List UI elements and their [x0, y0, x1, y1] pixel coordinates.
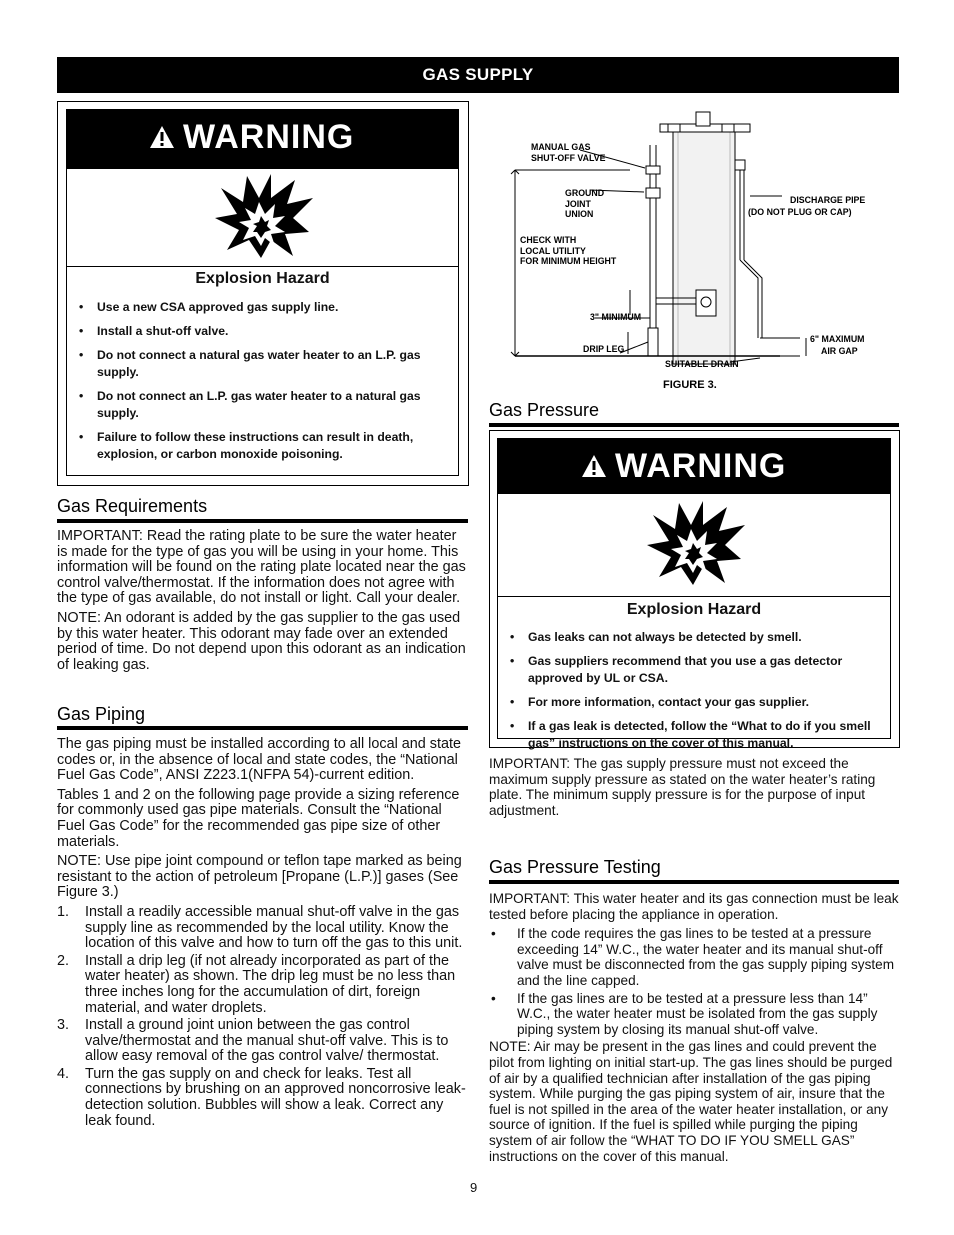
warning-box-outer [57, 101, 469, 486]
paragraph: NOTE: Air may be present in the gas lines and could prevent the pilot from lighting on initial start-up. The gas lines should be purged of air by a qualified technician after installation of the gas piping system. While purging the gas piping system of air, insure that the fuel is not spilled in the area of the water heater installation, or any source of ignition. If the fuel is spilled while purging the piping system of air follow the “WHAT TO DO IF YOU SMELL GAS” instructions on the cover of this manual. [489, 1039, 893, 1164]
list-item: • If the gas lines are to be tested at a pressure less than 14” W.C., the water heater must be isolated from the gas supply piping system by closing its manual shut-off valve. [489, 991, 901, 1038]
paragraph: IMPORTANT: The gas supply pressure must not exceed the maximum supply pressure as stated on the water heater’s rating plate. The minimum supply pressure is for the purpose of input adjustment. [489, 756, 876, 818]
warning-box [66, 109, 459, 476]
bullet-list [489, 926, 901, 1037]
warning-divider [67, 266, 458, 267]
label-air-gap: AIR GAP [821, 346, 858, 356]
warning-subheading: Explosion Hazard [626, 601, 762, 618]
paragraph: IMPORTANT: Read the rating plate to be sure the water heater is made for the type of gas you will be using in your home. This information will be found on the rating plate located near the gas control valve/thermostat. If the information does not agree with the type of gas available, do not install or light. Call your dealer. [57, 528, 466, 607]
warning-subheading: Explosion Hazard [195, 270, 330, 287]
list-item: • Gas leaks can not always be detected by smell. [508, 629, 882, 646]
figure-caption: FIGURE 3. [663, 379, 717, 391]
warning-heading: WARNING [183, 118, 355, 157]
step-number: 3. [57, 1017, 70, 1034]
list-item: • Do not connect an L.P. gas water heater to a natural gas supply. [77, 388, 450, 422]
list-item: • Gas suppliers recommend that you use a gas detector approved by UL or CSA. [508, 653, 882, 687]
list-item: • Failure to follow these instructions can result in death, explosion, or carbon monoxide poisoning. [77, 429, 450, 463]
list-item [57, 954, 469, 1016]
gas-requirements-body [57, 529, 469, 677]
list-item [57, 1018, 469, 1065]
list-item: • Install a shut-off valve. [77, 323, 450, 340]
section-rule [57, 519, 468, 523]
warning-list [77, 299, 450, 470]
warning-box [497, 438, 891, 750]
warning-header [498, 439, 890, 494]
step-text: Install a readily accessible manual shut-off valve in the gas supply line as recommended by the local utility. Know the location of this valve and how to turn off the gas to this unit. [85, 903, 463, 952]
paragraph: IMPORTANT: This water heater and its gas connection must be leak tested before placing the appliance in operation. [489, 891, 899, 922]
gas-piping-title: Gas Piping [57, 704, 146, 724]
step-number: 4. [57, 1065, 70, 1082]
section-rule [489, 880, 899, 884]
list-item [57, 905, 469, 952]
warning-triangle-icon [581, 454, 607, 478]
list-item: • Do not connect a natural gas water heater to an L.P. gas supply. [77, 347, 450, 381]
paragraph: NOTE: An odorant is added by the gas supplier to the gas used by this water heater. This odorant may fade over an extended period of time. Do not depend upon this odorant as an indication of leaking gas. [57, 609, 466, 673]
figure-3-diagram [510, 110, 890, 375]
warning-divider [498, 596, 890, 597]
gas-pressure-testing-body [489, 891, 901, 1168]
page-number: 9 [470, 1180, 478, 1195]
paragraph: NOTE: Use pipe joint compound or teflon tape marked as being resistant to the action of petroleum [Propane (L.P.)] gases (See Figure 3.) [57, 853, 462, 901]
warning-heading: WARNING [615, 447, 787, 486]
label-suitable-drain: SUITABLE DRAIN [665, 359, 739, 369]
gas-pressure-title: Gas Pressure [489, 400, 600, 420]
label-manual-gas: MANUAL GAS SHUT-OFF VALVE [531, 142, 606, 163]
paragraph: The gas piping must be installed according to all local and state codes or, in the absence of local and state codes, the “National Fuel Gas Code”, ANSI Z223.1(NFPA 54)-current edition. [57, 736, 461, 784]
step-text: Turn the gas supply on and check for leaks. Test all connections by brushing on an approved noncorrosive leak-detection solution. Bubbles will show a leak. Correct any leak found. [85, 1065, 466, 1129]
label-ground-joint-union: GROUND JOINT UNION [565, 188, 605, 219]
warning-box-outer [489, 430, 900, 748]
list-item [57, 1067, 469, 1129]
steps-list [57, 905, 469, 1129]
section-banner: GAS SUPPLY [57, 57, 899, 93]
warning-triangle-icon [149, 125, 175, 149]
step-number: 1. [57, 903, 70, 920]
explosion-icon [209, 174, 314, 264]
paragraph: Tables 1 and 2 on the following page provide a sizing reference for commonly used gas pipe materials. Consult the “National Fuel Gas Code” for the recommended gas pipe size of other materials. [57, 786, 460, 850]
list-item: • For more information, contact your gas supplier. [508, 694, 882, 711]
warning-list [508, 629, 882, 759]
label-6-maximum: 6" MAXIMUM [810, 334, 865, 344]
list-item: • If a gas leak is detected, follow the “What to do if you smell gas” instructions on the cover of this manual. [508, 718, 882, 752]
section-rule [57, 726, 468, 730]
step-number: 2. [57, 952, 70, 969]
gas-requirements-title: Gas Requirements [57, 496, 208, 516]
step-text: Install a ground joint union between the gas control valve/thermostat and the manual shut-off valve. This is to allow easy removal of the gas control valve/ thermostat. [85, 1017, 449, 1065]
label-discharge-pipe: DISCHARGE PIPE [790, 195, 866, 205]
list-item: • Use a new CSA approved gas supply line. [77, 299, 450, 316]
label-discharge-note: (DO NOT PLUG OR CAP) [748, 207, 852, 217]
label-3-minimum: 3" MINIMUM [590, 312, 642, 322]
section-rule [489, 423, 899, 427]
gas-piping-body [57, 737, 469, 1131]
list-item: • If the code requires the gas lines to be tested at a pressure exceeding 14” W.C., the water heater and its manual shut-off valve must be disconnected from the gas supply piping system and the line capped. [489, 926, 901, 988]
label-drip-leg: DRIP LEG [583, 344, 625, 354]
gas-pressure-testing-title: Gas Pressure Testing [489, 857, 661, 877]
gas-pressure-body [489, 756, 901, 822]
warning-header [67, 110, 458, 169]
step-text: Install a drip leg (if not already incorporated as part of the water heater) as shown. The drip leg must be no less than three inches long for the accumulation of dirt, foreign material, and water droplets. [85, 952, 456, 1016]
label-check-utility: CHECK WITH LOCAL UTILITY FOR MINIMUM HEIGHT [520, 235, 617, 266]
explosion-icon [641, 501, 746, 591]
